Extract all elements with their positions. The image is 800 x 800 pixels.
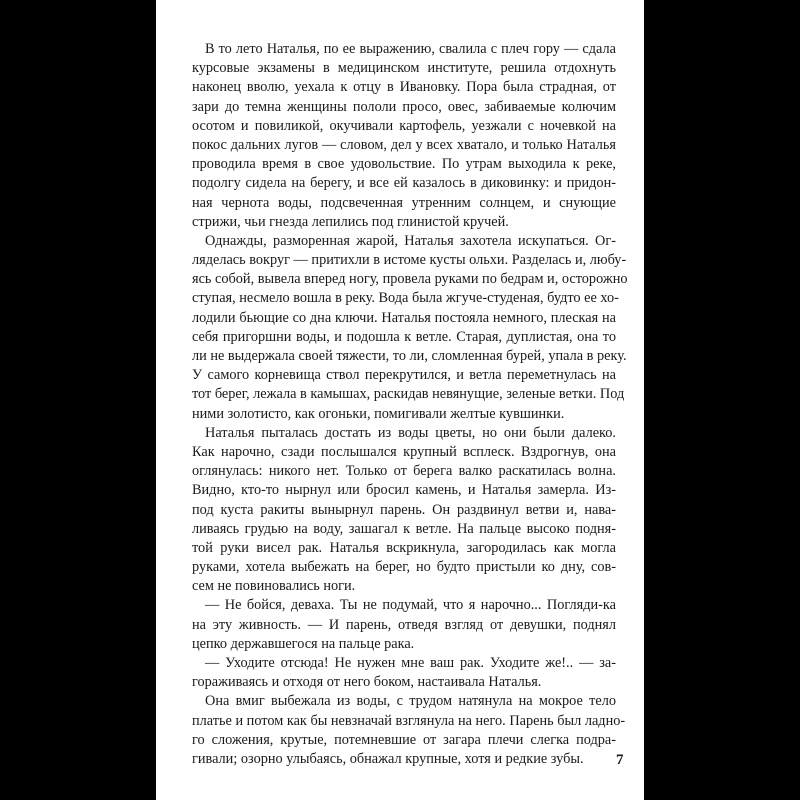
text-line: подолгу сидела на берегу, и все ей казалось в диковинку: и придон- [192,175,616,192]
text-line: на эту живность. — И парень, отведя взгляд от девушки, поднял [192,616,616,633]
text-line: — Уходите отсюда! Не нужен мне ваш рак. Уходите же!.. — за- [205,655,616,671]
text-line: ними золотисто, как огоньки, помигивали желтые кувшинки. [192,405,565,422]
text-line: гивали; озорно улыбаясь, обнажал крупные, хотя и редкие зубы. [192,750,584,767]
book-page [156,0,644,800]
text-line: Однажды, разморенная жарой, Наталья захотела искупаться. Ог- [205,232,616,249]
text-line: ная чернота воды, подсвеченная утренним солнцем, и снующие [192,194,616,211]
text-line: руками, хотела выбежать на берег, но будто пристыли ко дну, сов- [192,559,616,576]
text-line: стрижи, чьи гнезда лепились под глинистой кручей. [192,213,509,230]
text-line: ляделась вокруг — притихли в истоме кусты ольхи. Разделась и, любу- [192,252,627,269]
text-line: той руки висел рак. Наталья вскрикнула, загородилась как могла [192,539,616,556]
text-line: Она вмиг выбежала из воды, с трудом натянула на мокрое тело [205,693,616,710]
text-line: платье и потом как бы невзначай взглянула на него. Парень был ладно- [192,712,626,729]
text-line: цепко державшегося на пальце рака. [192,635,415,652]
text-line: оглянулась: никого нет. Только от берега валко раскатилась волна. [192,463,616,480]
text-line: ясь собой, вывела вперед ногу, провела руками по бедрам и, осторожно [192,271,628,288]
page-number: 7 [616,752,624,768]
text-line: покос дальних лугов — словом, дел у всех хватало, и только Наталья [192,136,616,153]
text-line: сем не повиновались ноги. [192,578,356,595]
text-line: себя пригоршни воды, и подошла к ветле. Старая, дуплистая, она то [192,328,616,345]
text-line: зари до темна женщины пололи просо, овес, забиваемые колючим [192,98,616,115]
text-line: Видно, кто-то нырнул или бросил камень, и Наталья замерла. Из- [192,482,616,499]
text-line: Наталья пыталась достать из воды цветы, но они были далеко. [205,424,616,441]
text-line: наконец вволю, уехала к отцу в Ивановку. Пора была страдная, от [192,79,616,96]
text-line: ливаясь грудью на воду, зашагал к ветле. На пальце высоко подня- [192,520,616,537]
text-line: го сложения, крутые, потемневшие от загара плечи слегка подра- [192,731,616,748]
text-line: курсовые экзамены в медицинском институте, решила отдохнуть [192,60,616,77]
text-line: проводила время в свое удовольствие. По утрам выходила к реке, [192,156,616,173]
text-line: под куста ракиты вынырнул парень. Он раздвинул ветви и, нава- [192,501,616,518]
text-line: лодили бьющие со дна ключи. Наталья постояла немного, плеская на [192,309,616,326]
body-text [192,40,628,769]
text-line: У самого корневища ствол перекрутился, и ветла переметнулась на [192,367,616,384]
text-line: Как нарочно, сзади послышался крупный всплеск. Вздрогнув, она [192,443,616,460]
text-line: осотом и повиликой, окучивали картофель, уезжали с ночевкой на [192,117,616,134]
text-line: В то лето Наталья, по ее выражению, свалила с плеч гору — сдала [205,41,616,57]
text-line: гораживаясь и отходя от него боком, настаивала Наталья. [192,674,542,691]
text-line: ступая, несмело вошла в реку. Вода была жгуче-студеная, будто ее хо- [192,290,619,307]
text-line: ли не выдержала своей тяжести, то ли, сломленная бурей, упала в реку. [192,348,627,364]
text-line: тот берег, лежала в камышах, раскидав невянущие, зеленые ветки. Под [192,386,625,403]
text-line: — Не бойся, деваха. Ты не подумай, что я нарочно... Погляди-ка [205,597,616,614]
